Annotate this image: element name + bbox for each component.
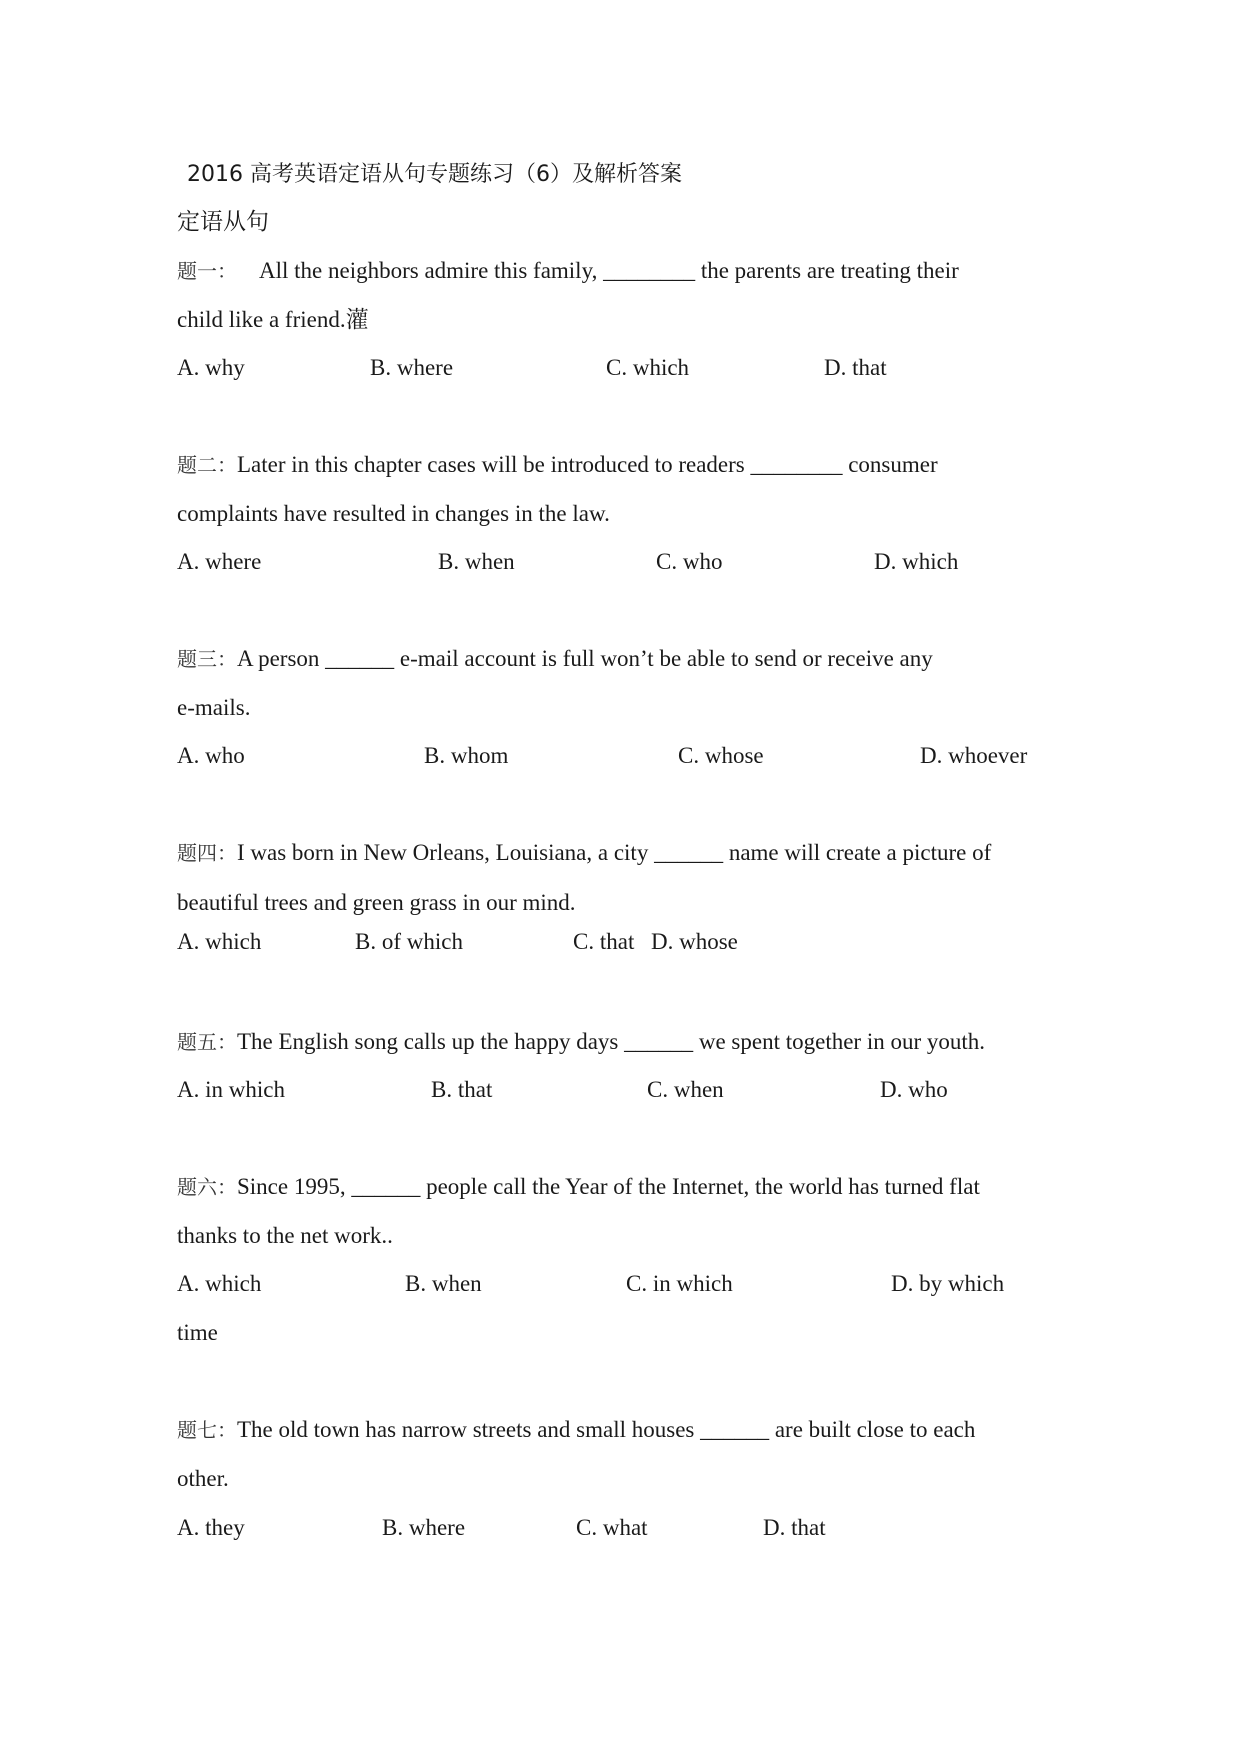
question-label: 题六： [177,1175,237,1199]
question-text: Since 1995, ______ people call the Year of the Internet, the world has turned flat [237,1174,980,1199]
question-5-option-a: A. in which [177,1077,285,1102]
question-5-line-1 [177,1028,985,1056]
question-1-option-c: C. which [606,355,690,380]
question-5-option-b: B. that [431,1077,493,1102]
question-2-option-b: B. when [438,549,515,574]
question-text: I was born in New Orleans, Louisiana, a city ______ name will create a picture of [237,840,992,865]
question-3-option-b: B. whom [424,743,509,768]
question-3-line-1 [177,645,933,673]
question-4-option-d: D. whose [651,929,738,954]
question-4-option-b: B. of which [355,929,463,954]
question-6-option-a: A. which [177,1271,262,1296]
question-label: 题一： [177,259,237,283]
question-2-line-1 [177,451,938,479]
question-text: Later in this chapter cases will be introduced to readers ________ consumer [237,452,938,477]
question-1-option-b: B. where [370,355,454,380]
question-text: The English song calls up the happy days ______ we spent together in our youth. [237,1029,986,1054]
question-3-option-a: A. who [177,743,245,768]
question-label: 题五： [177,1030,237,1054]
question-1-option-d: D. that [824,355,887,380]
question-4-line-2: beautiful trees and green grass in our mind. [177,890,576,915]
question-6-option-d: D. by which [891,1271,1005,1296]
question-4-option-c: C. that [573,929,635,954]
question-label: 题三： [177,647,237,671]
question-label: 题二： [177,453,237,477]
question-text: The old town has narrow streets and small houses ______ are built close to each [237,1417,976,1442]
question-2-option-a: A. where [177,549,262,574]
question-6-line-1 [177,1173,980,1201]
question-6-option-b: B. when [405,1271,482,1296]
question-2-option-d: D. which [874,549,959,574]
question-3-option-d: D. whoever [920,743,1028,768]
question-7-line-1 [177,1416,975,1444]
question-6-line-2: thanks to the net work.. [177,1223,393,1248]
question-7-option-b: B. where [382,1515,466,1540]
question-6-option-overflow: time [177,1320,218,1345]
question-5-option-d: D. who [880,1077,948,1102]
question-1-line-2: child like a friend.灌 [177,307,369,332]
section-heading: 定语从句 [177,209,269,234]
question-1-line-1 [177,257,959,285]
question-3-line-2: e-mails. [177,695,251,720]
question-7-option-a: A. they [177,1515,245,1540]
question-text: A person ______ e-mail account is full won’t be able to send or receive any [237,646,933,671]
question-5-option-c: C. when [647,1077,724,1102]
question-7-option-d: D. that [763,1515,826,1540]
question-text: All the neighbors admire this family, ________ the parents are treating their [259,258,959,283]
question-1-option-a: A. why [177,355,245,380]
question-4-line-1 [177,839,991,867]
question-7-option-c: C. what [576,1515,648,1540]
question-label: 题七： [177,1418,237,1442]
question-2-line-2: complaints have resulted in changes in the law. [177,501,610,526]
question-label: 题四： [177,841,237,865]
question-2-option-c: C. who [656,549,723,574]
question-6-option-c: C. in which [626,1271,733,1296]
document-title: 2016 高考英语定语从句专题练习（6）及解析答案 [187,162,682,187]
question-7-line-2: other. [177,1466,229,1491]
question-4-option-a: A. which [177,929,262,954]
question-3-option-c: C. whose [678,743,764,768]
